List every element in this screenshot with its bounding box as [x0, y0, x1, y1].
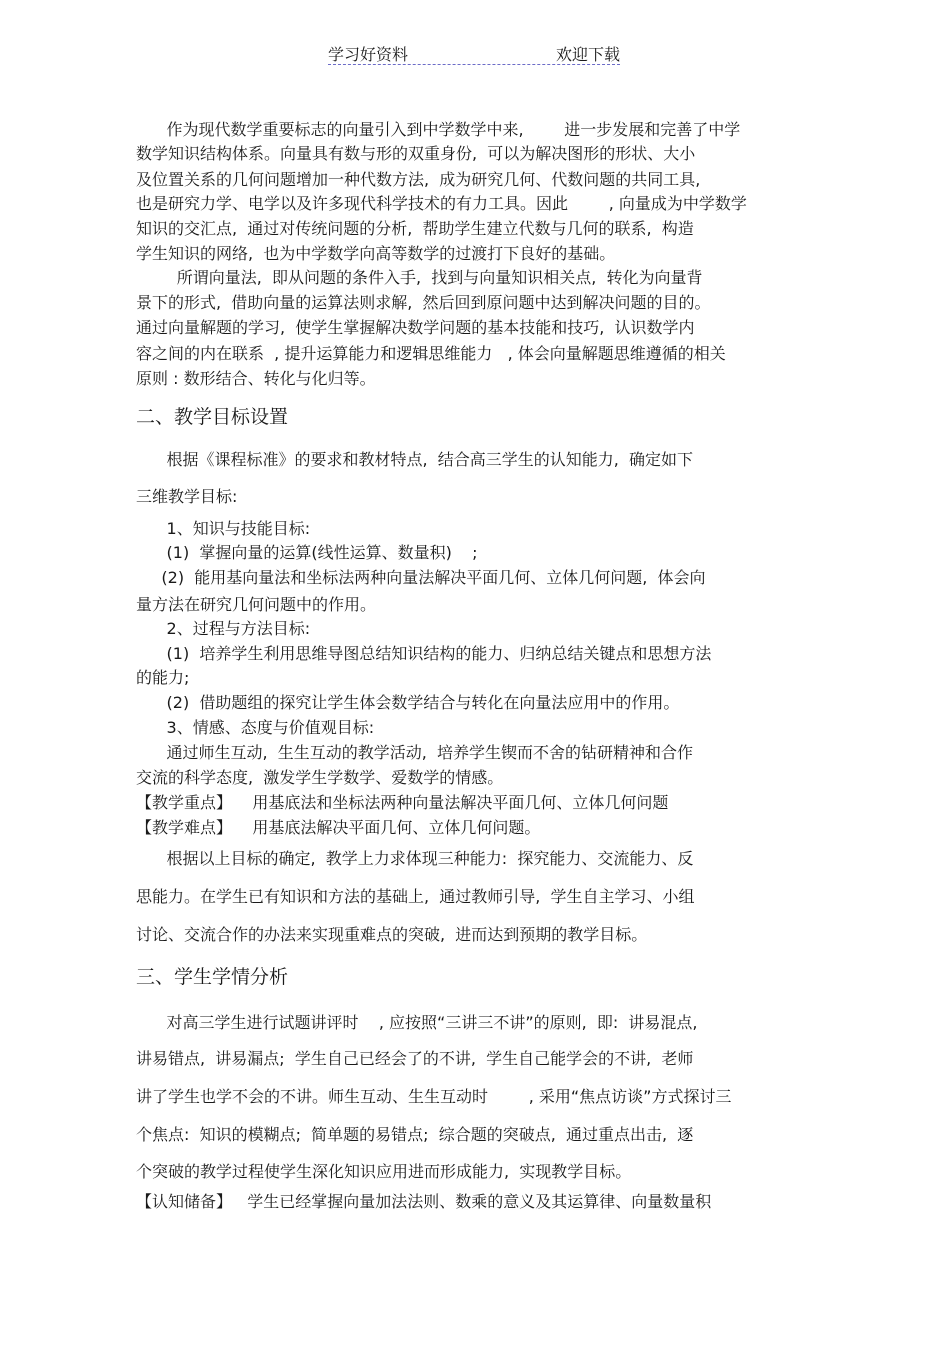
text-line: 的能力; — [136, 668, 190, 687]
text-line: 数学知识结构体系。向量具有数与形的双重身份, 可以为解决图形的形状、大小 — [136, 144, 696, 163]
section-heading: 三、学生学情分析 — [136, 966, 289, 988]
text-line: 也是研究力学、电学以及许多现代科学技术的有力工具。因此 , 向量成为中学数学 — [136, 194, 747, 213]
text-line: 及位置关系的几何问题增加一种代数方法, 成为研究几何、代数问题的共同工具, — [136, 170, 701, 189]
header-right-text: 欢迎下载 — [555, 45, 620, 64]
key-point-line: 【教学重点】 用基底法和坐标法两种向量法解决平面几何、立体几何问题 — [136, 793, 669, 812]
text-line: 通过向量解题的学习, 使学生掌握解决数学问题的基本技能和技巧, 认识数学内 — [136, 318, 695, 337]
text-line: 所谓向量法, 即从问题的条件入手, 找到与向量知识相关点, 转化为向量背 — [136, 268, 703, 287]
text-line: 景下的形式, 借助向量的运算法则求解, 然后回到原问题中达到解决问题的目的。 — [136, 293, 711, 312]
header-left-text: 学习好资料 — [328, 45, 409, 64]
text-line: 讲易错点, 讲易漏点; 学生自己已经会了的不讲, 学生自己能学会的不讲, 老师 — [136, 1049, 694, 1068]
text-line: (1) 掌握向量的运算(线性运算、数量积) ; — [136, 543, 478, 562]
text-line: 3、情感、态度与价值观目标: — [136, 718, 375, 737]
text-line: 知识的交汇点, 通过对传统问题的分析, 帮助学生建立代数与几何的联系, 构造 — [136, 219, 694, 238]
text-line: 思能力。在学生已有知识和方法的基础上, 通过教师引导, 学生自主学习、小组 — [136, 887, 695, 906]
text-line: 作为现代数学重要标志的向量引入到中学数学中来, 进一步发展和完善了中学 — [136, 120, 741, 139]
text-line: 2、过程与方法目标: — [136, 619, 311, 638]
text-line: 学生知识的网络, 也为中学数学向高等数学的过渡打下良好的基础。 — [136, 244, 616, 263]
text-line: (2) 能用基向量法和坐标法两种向量法解决平面几何、立体几何问题, 体会向 — [136, 568, 706, 587]
text-line: 个突破的教学过程使学生深化知识应用进而形成能力, 实现教学目标。 — [136, 1162, 632, 1181]
text-line: 讨论、交流合作的办法来实现重难点的突破, 进而达到预期的教学目标。 — [136, 925, 648, 944]
text-line: 原则 : 数形结合、转化与化归等。 — [136, 369, 376, 388]
cognitive-reserve-line: 【认知储备】 学生已经掌握向量加法法则、数乘的意义及其运算律、向量数量积 — [136, 1192, 712, 1211]
page-header — [328, 42, 620, 65]
text-line: 交流的科学态度, 激发学生学数学、爱数学的情感。 — [136, 768, 504, 787]
text-line: 根据《课程标准》的要求和教材特点, 结合高三学生的认知能力, 确定如下 — [136, 450, 694, 469]
text-line: 三维教学目标: — [136, 487, 238, 506]
text-line: 讲了学生也学不会的不讲。师生互动、生生互动时 , 采用“焦点访谈”方式探讨三 — [136, 1087, 732, 1106]
text-line: 1、知识与技能目标: — [136, 519, 311, 538]
text-line: 通过师生互动, 生生互动的教学活动, 培养学生锲而不舍的钻研精神和合作 — [136, 743, 694, 762]
text-line: (2) 借助题组的探究让学生体会数学结合与转化在向量法应用中的作用。 — [136, 693, 680, 712]
text-line: (1) 培养学生利用思维导图总结知识结构的能力、归纳总结关键点和思想方法 — [136, 644, 712, 663]
text-line: 量方法在研究几何问题中的作用。 — [136, 595, 377, 614]
text-line: 容之间的内在联系 , 提升运算能力和逻辑思维能力 , 体会向量解题思维遵循的相关 — [136, 344, 726, 363]
text-line: 根据以上目标的确定, 教学上力求体现三种能力: 探究能力、交流能力、反 — [136, 849, 694, 868]
difficult-point-line: 【教学难点】 用基底法解决平面几何、立体几何问题。 — [136, 818, 541, 837]
section-heading: 二、教学目标设置 — [136, 406, 289, 428]
text-line: 个焦点: 知识的模糊点; 简单题的易错点; 综合题的突破点, 通过重点出击, 逐 — [136, 1125, 694, 1144]
text-line: 对高三学生进行试题讲评时 , 应按照“三讲三不讲”的原则, 即: 讲易混点, — [136, 1013, 698, 1032]
